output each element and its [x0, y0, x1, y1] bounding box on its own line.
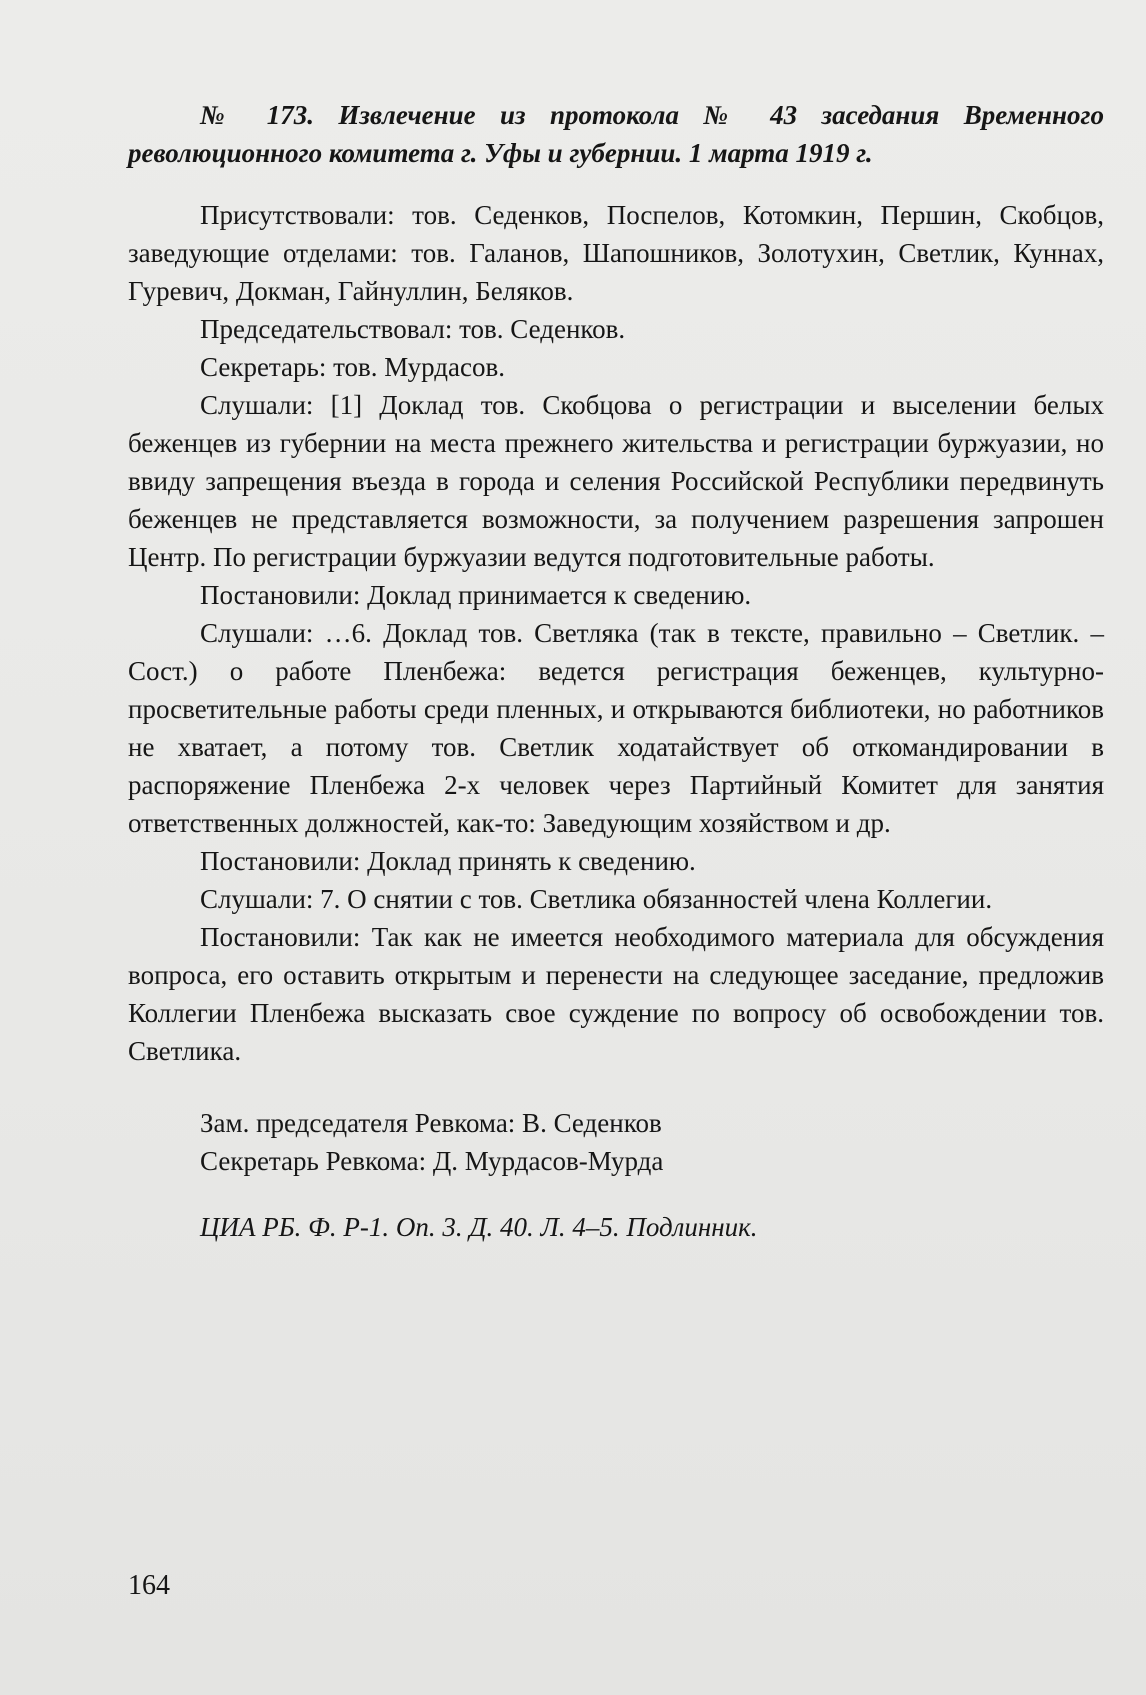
resolved-item-6: Постановили: Доклад принять к сведению.: [200, 846, 696, 876]
heard-item-1: Слушали: [1] Доклад тов. Скобцова о регистрации и выселении белых беженцев из губернии на места прежнего жительства и регистрации буржуазии, но ввиду запрещения въезда в города и селения Российской Республики передвинуть беженцев не представляется возможности, за получением разрешения запрошен Центр. По регистрации буржуазии ведутся подготовительные работы.: [128, 390, 1104, 572]
attendees-paragraph: Присутствовали: тов. Седенков, Поспелов, Котомкин, Першин, Скобцов, заведующие отделами: тов. Галанов, Шапошников, Золотухин, Светлик, Куннах, Гуревич, Докман, Гайнуллин, Беляков.: [128, 200, 1104, 306]
resolved-item-1: Постановили: Доклад принимается к сведению.: [200, 580, 752, 610]
heard-item-6: Слушали: …6. Доклад тов. Светляка (так в тексте, правильно – Светлик. – Сост.) о работе Пленбежа: ведется регистрация беженцев, культурно-просветительные работы среди пленных, и открываются библиотеки, но работников не хватает, а потому тов. Светлик ходатайствует об откомандировании в распоряжение Пленбежа 2-х человек через Партийный Комитет для занятия ответственных должностей, как-то: Заведующим хозяйством и др.: [128, 618, 1104, 838]
archive-source: ЦИА РБ. Ф. Р-1. Оп. 3. Д. 40. Л. 4–5. Подлинник.: [200, 1212, 758, 1242]
page-number: 164: [128, 1570, 170, 1601]
document-title: № 173. Извлечение из протокола № 43 заседания Временного революционного комитета г. Уфы и губернии. 1 марта 1919 г.: [128, 100, 1104, 168]
signature-secretary: Секретарь Ревкома: Д. Мурдасов-Мурда: [200, 1146, 664, 1176]
chairman-paragraph: Председательствовал: тов. Седенков.: [200, 314, 626, 344]
document-body: [128, 96, 1104, 1246]
heard-item-7: Слушали: 7. О снятии с тов. Светлика обязанностей члена Коллегии.: [200, 884, 993, 914]
resolved-item-7: Постановили: Так как не имеется необходимого материала для обсуждения вопроса, его оставить открытым и перенести на следующее заседание, предложив Коллегии Пленбежа высказать свое суждение по вопросу об освобождении тов. Светлика.: [128, 922, 1104, 1066]
secretary-paragraph: Секретарь: тов. Мурдасов.: [200, 352, 505, 382]
signature-deputy-chairman: Зам. председателя Ревкома: В. Седенков: [200, 1108, 662, 1138]
